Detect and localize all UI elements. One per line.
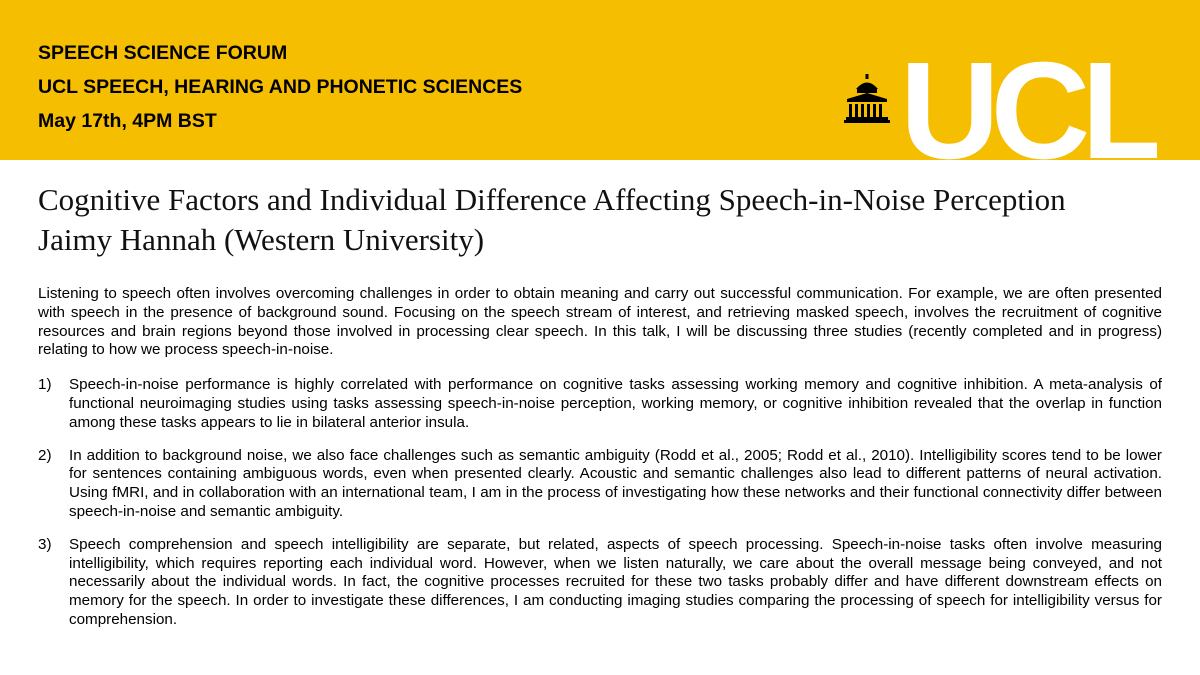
forum-name: SPEECH SCIENCE FORUM: [38, 42, 288, 64]
list-item-number: 3): [38, 535, 52, 553]
header-banner: [0, 0, 1200, 160]
list-item-text: Speech comprehension and speech intelligibility are separate, but related, aspects of speech processing. Speech-in-noise tasks often involve measuring intelligibility, which requires reporting each individual word. However, when we listen naturally, we care about the overall message being conveyed, and not necessarily about the individual words. In fact, the cognitive processes recruited for these two tasks probably differ and have different downstream effects on memory for the speech. In order to investigate these differences, I am conducting imaging studies comparing the processing of speech for intelligibility versus for comprehension.: [69, 535, 1162, 628]
list-item-text: Speech-in-noise performance is highly correlated with performance on cognitive tasks assessing working memory and cognitive inhibition. A meta-analysis of functional neuroimaging studies using tasks assessing speech-in-noise perception, working memory, or cognitive inhibition revealed that the overlap in function among these tasks appears to lie in bilateral anterior insula.: [69, 376, 1162, 431]
portico-building-icon: [842, 74, 892, 124]
ucl-logo: [842, 56, 1182, 166]
talk-title: Cognitive Factors and Individual Difference Affecting Speech-in-Noise Perception: [38, 182, 1066, 217]
list-item: [38, 447, 1162, 522]
list-item-text: In addition to background noise, we also face challenges such as semantic ambiguity (Rodd et al., 2005; Rodd et al., 2010). Intelligibility scores tend to be lower for sentences containing ambiguous words, even when presented clearly. Acoustic and semantic challenges also lead to different patterns of neural activation. Using fMRI, and in collaboration with an international team, I am in the process of investigating how these networks and their functional connectivity differ between speech-in-noise and semantic ambiguity.: [69, 446, 1162, 520]
abstract: [38, 285, 1162, 644]
list-item-number: 2): [38, 446, 52, 464]
event-date-time: May 17th, 4PM BST: [38, 110, 217, 132]
list-item: [38, 536, 1162, 630]
talk-heading: [38, 180, 1066, 260]
speaker-name: Jaimy Hannah (Western University): [38, 222, 485, 257]
ucl-wordmark: UCL: [900, 56, 1157, 160]
event-info: [38, 36, 522, 138]
abstract-intro: Listening to speech often involves overcoming challenges in order to obtain meaning and carry out successful communication. For example, we are often presented with speech in the presence of background sound. Focusing on the speech stream of interest, and retrieving masked speech, involves the recruitment of cognitive resources and brain regions beyond those involved in processing clear speech. In this talk, I will be discussing three studies (recently completed and in progress) relating to how we process speech-in-noise.: [38, 285, 1162, 359]
list-item-number: 1): [38, 376, 52, 394]
list-item: [38, 376, 1162, 432]
department-name: UCL SPEECH, HEARING AND PHONETIC SCIENCES: [38, 76, 523, 98]
